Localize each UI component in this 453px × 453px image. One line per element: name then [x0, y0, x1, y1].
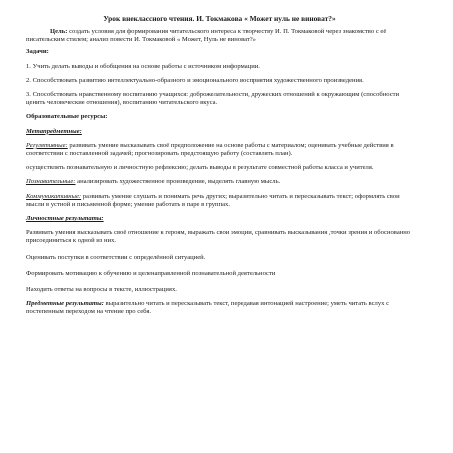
- cognitive-text: анализировать художественное произведение, выделять главную мысль.: [75, 178, 281, 186]
- regulative-label: Регулятивные:: [26, 141, 68, 149]
- personal-result-item: Оценивать поступки в соответствии с определённой ситуацией.: [26, 253, 206, 261]
- task-item: 2. Способствовать развитию интеллектуально-образного и эмоционального восприятия художественного произведения.: [26, 76, 364, 84]
- personal-result-item: Формировать мотивацию к обучению и целенаправленной познавательной деятельности: [26, 269, 276, 277]
- cognitive-label: Познавательные:: [26, 178, 76, 186]
- communicative-label: Коммуникативные:: [26, 192, 82, 200]
- cognitive-paragraph: [26, 178, 413, 186]
- tasks-heading: Задачи:: [26, 48, 49, 56]
- reflection-paragraph: осуществлять познавательную и личностную рефлексию; делать выводы в результате совместной работы класса и учителя.: [26, 164, 374, 172]
- subject-results-text: выразительно читать и пересказывать текст, передавая интонацией настроение; уметь читать вслух с постепенным переходом на чтение про себя.: [26, 300, 390, 316]
- task-item: 1. Учить делать выводы и обобщения на основе работы с источником информации.: [26, 62, 260, 70]
- subject-results-label: Предметные результаты:: [26, 300, 104, 308]
- goal-label: Цель:: [50, 28, 68, 35]
- resources-heading: Образовательные ресурсы:: [26, 113, 108, 121]
- document-title: Урок внеклассного чтения. И. Токмакова « Может нуль не виноват?»: [103, 14, 336, 23]
- goal-text: создать условия для формирования читательского интереса к творчеству И. П. Токмаковой через знакомство с её писательским стилем; анализ повести И. Токмаковой « Может, Нуль не виноват?»: [26, 28, 387, 44]
- goal-paragraph: [26, 28, 413, 44]
- regulative-text: развивать умение высказывать своё предположение на основе работы с материалом; оценивать учебные действия в соответствии с поставленной задачей; прогнозировать предстоящую работу (составлять план).: [26, 141, 394, 158]
- personal-result-item: Находить ответы на вопросы в тексте, иллюстрациях.: [26, 286, 177, 294]
- personal-result-item: Развивать умения высказывать своё отношение к героям, выражать свои эмоции, сравнивать высказывания ,точки зрения и обоснованно присоединиться к одной из них.: [26, 229, 411, 245]
- communicative-paragraph: [26, 193, 413, 209]
- subject-results-paragraph: [26, 300, 413, 316]
- personal-results-heading: Личностные результаты:: [26, 215, 104, 223]
- metasubject-heading: Метапредметные:: [26, 127, 82, 135]
- task-item: 3. Способствовать нравственному воспитанию учащихся: доброжелательности, дружеских отношений к окружающим (способности ценить человеческие отношения), воспитанию читательского вкуса.: [26, 91, 400, 107]
- regulative-paragraph: [26, 142, 413, 158]
- communicative-text: развивать умение слушать и понимать речь других; выразительно читать и пересказывать текст; оформлять свои мысли в устной и письменной форме; умение работать в паре в группах.: [26, 192, 400, 208]
